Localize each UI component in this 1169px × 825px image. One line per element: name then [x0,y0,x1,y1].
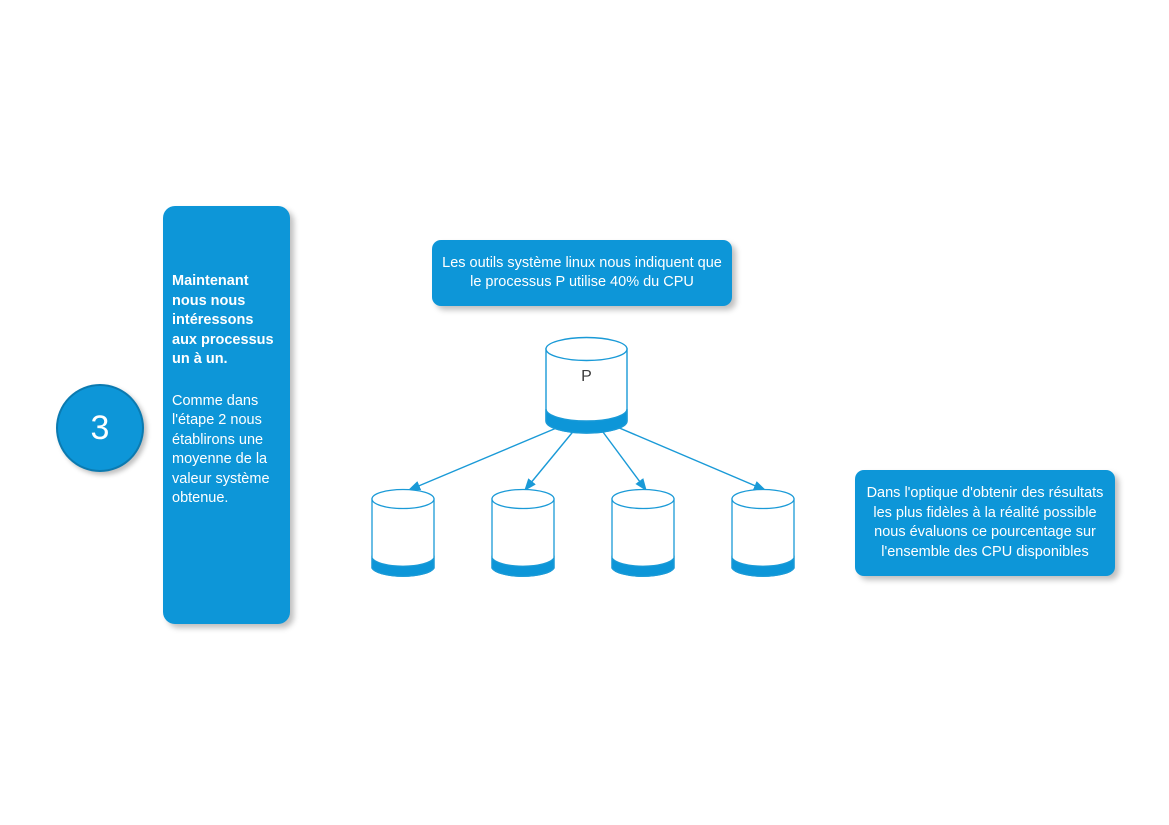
left-description-panel [163,206,290,624]
step-number-label: 3 [90,409,110,447]
callout-top [432,240,732,306]
arrow-to-child-4 [610,424,765,490]
step-number-badge [56,384,144,472]
cylinder-root-percent: 40% [575,392,598,404]
left-panel-paragraph-1: Maintenant nous nous intéressons aux processus un à un. [172,273,274,367]
left-panel-paragraph-2: Comme dans l'étape 2 nous établirons une moyenne de la valeur système obtenue. [172,392,270,506]
cylinder-root-label: P [581,368,592,385]
cylinder-cpu-2-percent: 10% [513,549,532,559]
cylinder-cpu-1 [371,489,435,579]
cylinder-cpu-4-percent: 10% [753,549,772,559]
cylinder-cpu-1-percent: 10% [393,549,412,559]
cylinder-cpu-3-percent: 10% [633,549,652,559]
cylinder-cpu-2 [491,489,555,579]
arrow-to-child-1 [409,424,566,490]
callout-right-text: Dans l'optique d'obtenir des résultats les plus fidèles à la réalité possible nous évaluons ce pourcentage sur l'ensemble des CPU disponibles [866,485,1104,560]
cylinder-process-root [545,337,628,433]
callout-top-text: Les outils système linux nous indiquent que le processus P utilise 40% du CPU [442,254,722,290]
arrow-to-child-3 [600,428,646,490]
cylinder-cpu-4 [731,489,795,579]
cylinder-cpu-3 [611,489,675,579]
callout-right [855,470,1115,576]
